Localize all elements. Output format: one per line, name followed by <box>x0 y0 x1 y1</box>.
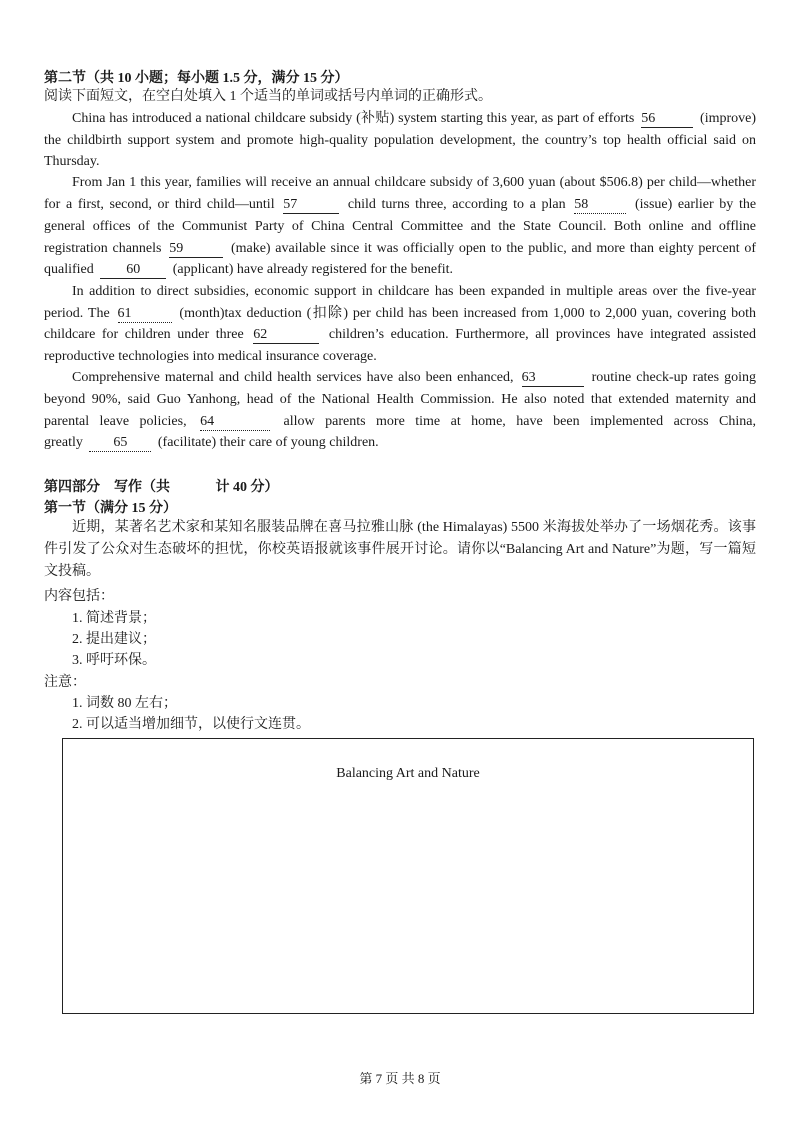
answer-box[interactable] <box>62 738 754 1014</box>
p2-line3: general offices of the Communist Party of China Central Committee and the State Council. Both online and offline <box>44 219 756 234</box>
text: childcare for children under three <box>44 327 244 342</box>
blank-60[interactable]: 60 <box>100 262 166 279</box>
text: child turns three, according to a plan <box>347 197 566 212</box>
part4-subtitle: 第一节（满分 15 分） <box>44 501 177 516</box>
text: From Jan 1 this year, families will receive an annual childcare subsidy of 3,600 yuan (about $506.8) per child—whether <box>72 175 756 190</box>
text: for a first, second, or third child—until <box>44 197 275 212</box>
text: routine check-up rates going <box>591 370 757 385</box>
p3-line4: reproductive technologies into medical insurance coverage. <box>44 349 377 364</box>
text: children’s education. Furthermore, all provinces have integrated assisted <box>328 327 756 342</box>
text: 近期，某著名艺术家和某知名服装品牌在喜马拉雅山脉 (the Himalayas) 5500 米海拔处举办了一场烟花秀。该事 <box>72 520 756 535</box>
text: China has introduced a national childcare subsidy (补贴) system starting this year, as part of efforts <box>72 111 635 126</box>
text: parental leave policies, <box>44 414 187 429</box>
prompt-line2: 件引发了公众对生态破坏的担忧，你校英语报就该事件展开讨论。请你以“Balancing Art and Nature”为题，写一篇短 <box>44 542 756 557</box>
text: (month)tax deduction (扣除) per child has been increased from 1,000 to 2,000 yuan, covering both <box>179 306 756 321</box>
blank-56[interactable]: 56 <box>641 111 693 128</box>
blank-63[interactable]: 63 <box>522 370 584 387</box>
p3-line1 <box>44 283 756 301</box>
content-item: 3. 呼吁环保。 <box>72 653 156 668</box>
content-label: 内容包括： <box>44 589 114 604</box>
p3-line2 <box>44 305 756 323</box>
text: (make) available since it was officially open to the public, and more than eighty percent of <box>230 241 756 256</box>
text: Comprehensive maternal and child health services have also been enhanced, <box>72 370 514 385</box>
blank-57[interactable]: 57 <box>283 197 339 214</box>
text: period. The <box>44 306 110 321</box>
text: registration channels <box>44 241 162 256</box>
blank-65[interactable]: 65 <box>89 435 151 452</box>
p2-line4 <box>44 240 756 258</box>
prompt-line1 <box>44 519 756 537</box>
content-item: 2. 提出建议； <box>72 632 156 647</box>
text: (issue) earlier by the <box>634 197 757 212</box>
text: allow parents more time at home, have been implemented across China, <box>283 414 756 429</box>
p4-line4 <box>44 434 379 452</box>
text: 第四部分 写作（共 <box>44 480 170 495</box>
text: (applicant) have already registered for the benefit. <box>172 262 454 277</box>
text: In addition to direct subsidies, economic support in childcare has been expanded in multiple areas over the five-year <box>72 284 756 299</box>
p2-line1 <box>44 174 756 192</box>
note-item: 1. 词数 80 左右； <box>72 696 177 711</box>
p1-line3: Thursday. <box>44 154 100 169</box>
page-footer: 第 7 页 共 8 页 <box>359 1071 441 1086</box>
section-title: 第二节（共 10 小题；每小题 1.5 分，满分 15 分） <box>44 71 349 86</box>
p2-line2 <box>44 196 756 214</box>
content-item: 1. 简述背景； <box>72 611 156 626</box>
section-instruction: 阅读下面短文，在空白处填入 1 个适当的单词或括号内单词的正确形式。 <box>44 89 492 104</box>
prompt-line3: 文投稿。 <box>44 564 100 579</box>
blank-62[interactable]: 62 <box>253 327 319 344</box>
p3-line3 <box>44 326 756 344</box>
p4-line2: beyond 90%, said Guo Yanhong, head of the National Health Commission. He also noted that extended maternity and <box>44 392 756 407</box>
p2-line5 <box>44 261 453 279</box>
blank-64[interactable]: 64 <box>200 414 270 431</box>
blank-58[interactable]: 58 <box>574 197 626 214</box>
blank-61[interactable]: 61 <box>118 306 172 323</box>
p4-line3 <box>44 413 756 431</box>
text: greatly <box>44 435 83 450</box>
p1-line1 <box>44 110 756 128</box>
text: (facilitate) their care of young children. <box>157 435 379 450</box>
p1-line2: the childbirth support system and promote high-quality population development, the country’s top health official said on <box>44 133 756 148</box>
notes-label: 注意： <box>44 675 86 690</box>
part4-title <box>44 476 279 496</box>
text: 计 40 分） <box>215 480 279 495</box>
text: (improve) <box>700 111 757 126</box>
essay-title: Balancing Art and Nature <box>336 766 480 781</box>
text: qualified <box>44 262 94 277</box>
note-item: 2. 可以适当增加细节，以使行文连贯。 <box>72 717 310 732</box>
blank-59[interactable]: 59 <box>169 241 223 258</box>
p4-line1 <box>44 369 756 387</box>
